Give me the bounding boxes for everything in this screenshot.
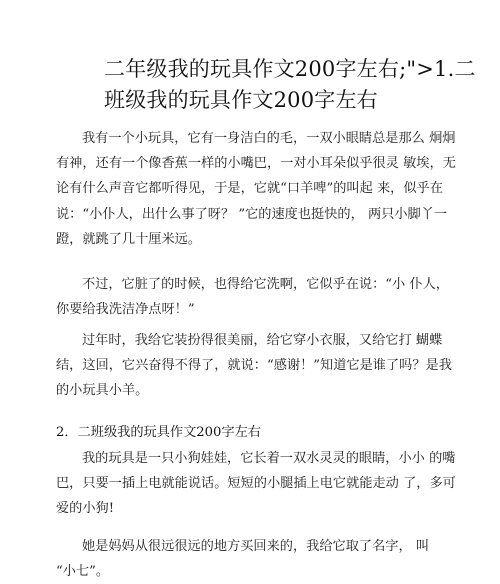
title-line-2: 班级我的玩具作文200字左右 <box>104 88 378 112</box>
section-heading: 2．二班级我的玩具作文200字左右 <box>56 425 261 440</box>
paragraph-3 <box>56 328 456 404</box>
document-title <box>104 54 476 116</box>
paragraph-line: 她是妈妈从很远很远的地方买回来的，我给它取了名字， 叫 <box>82 539 430 554</box>
paragraph-5 <box>56 534 456 584</box>
title-line-1: 二年级我的玩具作文200字左右;">1.二 <box>104 57 476 81</box>
paragraph-line: 我有一个小玩具，它有一身洁白的毛，一双小眼睛总是那么 炯炯 <box>82 131 456 146</box>
paragraph-line: “小七”。 <box>56 564 110 580</box>
paragraph-line: 不过，它脏了的时候，也得给它洗啊，它似乎在说：“小 仆人， <box>82 277 449 292</box>
paragraph-line: 结，这回，它兴奋得不得了，就说：“感谢！”知道它是谁了吗？是我 <box>56 358 452 374</box>
paragraph-line: 的小玩具小羊。 <box>56 383 149 399</box>
paragraph-line: 说：“小仆人，出什么事了呀？ ”它的速度也挺快的， 两只小脚丫一 <box>56 206 448 222</box>
paragraph-line: 我的玩具是一只小狗娃娃，它长着一双水灵灵的眼睛，小小 的嘴 <box>82 451 456 466</box>
paragraph-2 <box>56 272 456 322</box>
paragraph-line: 巴，只要一插上电就能说话。短短的小腿插上电它就能走动 了，多可 <box>56 476 456 492</box>
paragraph-line: 过年时，我给它装扮得很美丽，给它穿小衣服，又给它打 蝴蝶 <box>82 333 443 348</box>
paragraph-line: 你要给我洗洁净点呀！” <box>56 302 195 318</box>
paragraph-line: 爱的小狗! <box>56 501 115 517</box>
paragraph-4 <box>56 446 456 522</box>
paragraph-line: 有神，还有一个像香蕉一样的小嘴巴，一对小耳朵似乎很灵 敏埃，无 <box>56 156 456 172</box>
paragraph-1 <box>56 126 456 252</box>
paragraph-line: 论有什么声音它都听得见，于是，它就“口羊啤”的叫起 来，似乎在 <box>56 181 443 197</box>
paragraph-line: 蹬，就跳了几十厘米远。 <box>56 231 202 247</box>
